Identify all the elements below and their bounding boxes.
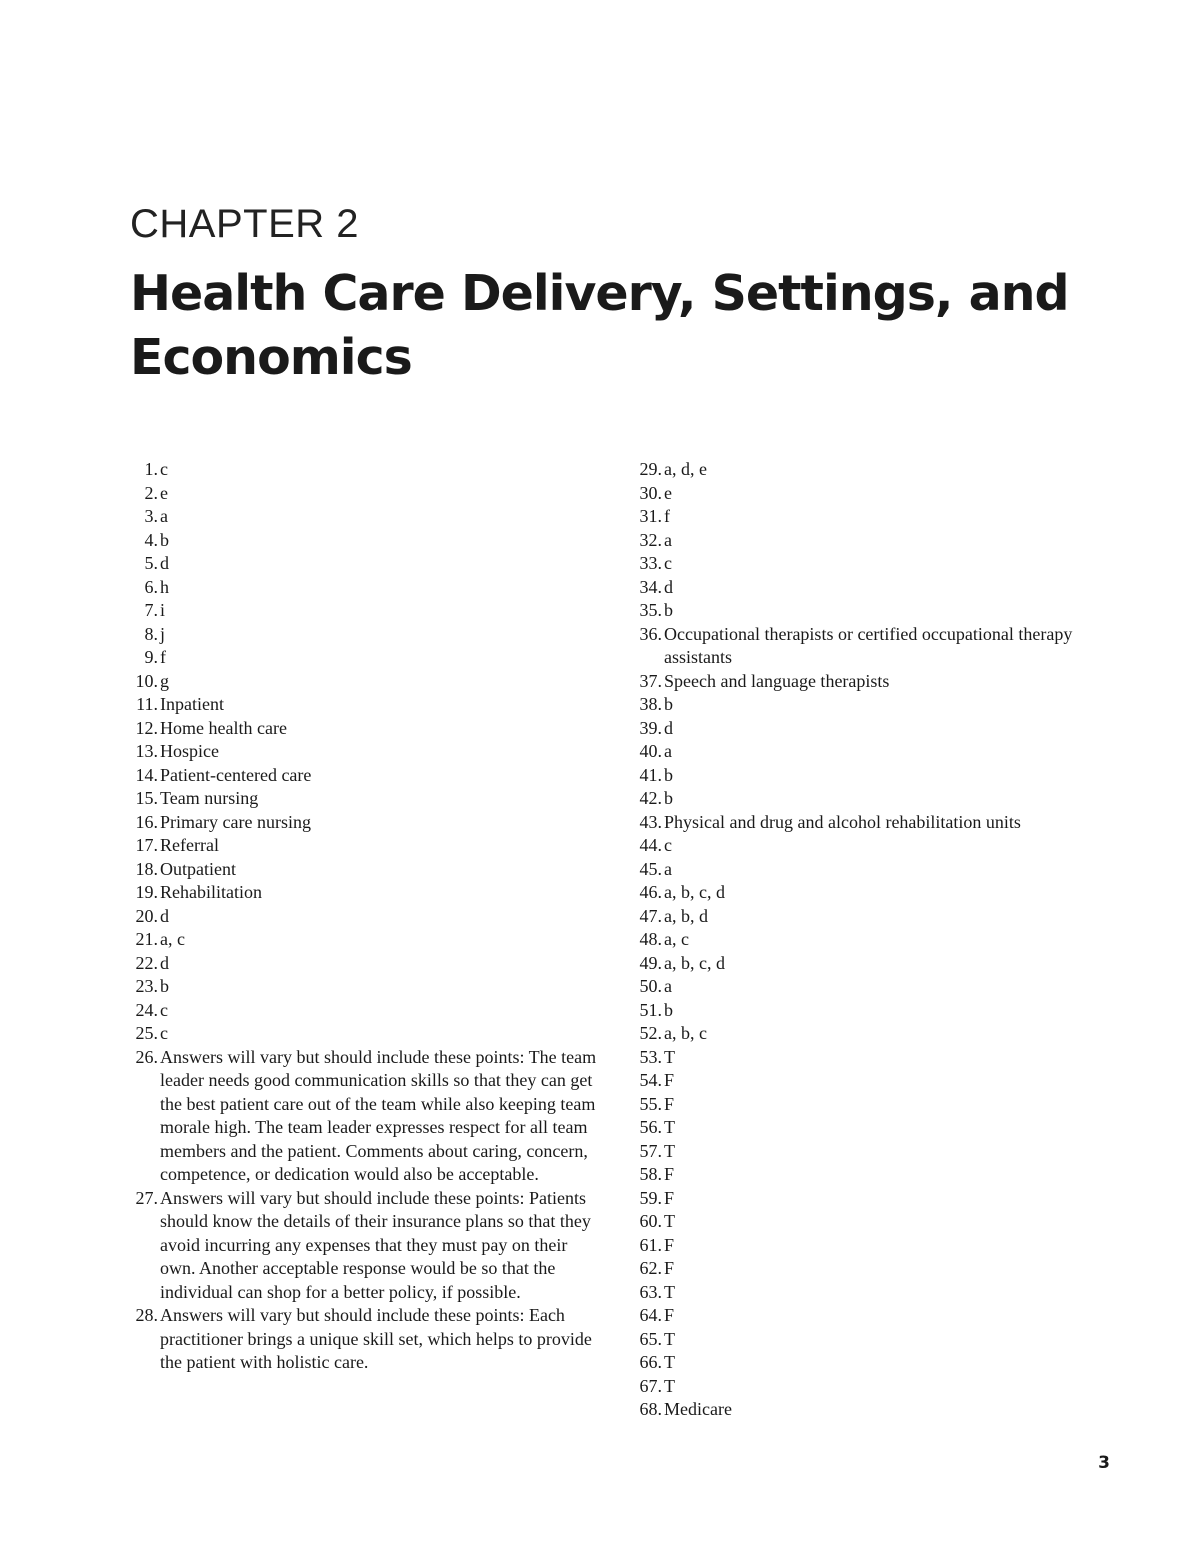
answer-item-57 (634, 1140, 1074, 1164)
answer-number: 17. (135, 835, 158, 855)
answer-item-36 (634, 623, 1074, 670)
answer-text: e (160, 482, 168, 503)
answer-number: 34. (639, 576, 662, 597)
answer-text: d (664, 717, 673, 738)
answer-text: a, b, c, d (664, 952, 725, 973)
answer-number: 54. (639, 1070, 662, 1090)
answer-number: 12. (135, 717, 158, 738)
answer-item-9 (130, 646, 600, 670)
answer-number: 43. (639, 811, 662, 832)
answer-item-4 (130, 529, 600, 553)
answer-number: 1. (144, 459, 158, 479)
answer-text: Rehabilitation (160, 882, 262, 902)
answer-number: 47. (639, 905, 662, 926)
answer-text: b (664, 764, 673, 785)
answer-number: 30. (639, 482, 662, 503)
answer-number: 14. (135, 764, 158, 785)
answer-item-31 (634, 505, 1074, 529)
answer-item-37 (634, 670, 1074, 694)
answer-item-1 (130, 458, 600, 482)
answer-text: a (664, 529, 672, 550)
answer-item-17 (130, 834, 600, 858)
answer-number: 55. (639, 1093, 662, 1114)
answer-item-20 (130, 905, 600, 929)
answer-text: Occupational therapists or certified occupational therapy assistants (664, 623, 1073, 667)
answer-text: T (664, 1211, 675, 1231)
answer-item-21 (130, 928, 600, 952)
answer-number: 9. (144, 647, 158, 667)
answer-item-59 (634, 1187, 1074, 1211)
answer-number: 25. (135, 1023, 158, 1043)
answer-text: c (664, 553, 672, 573)
answer-text: b (664, 694, 673, 714)
answer-number: 8. (144, 623, 158, 644)
answer-item-55 (634, 1093, 1074, 1117)
answer-text: Answers will vary but should include these points: Each practitioner brings a unique skill set, which helps to provide the patient with holistic care. (160, 1305, 592, 1372)
answer-text: a, b, c, d (664, 882, 725, 902)
answer-number: 35. (639, 600, 662, 620)
chapter-label: CHAPTER 2 (130, 202, 359, 246)
answer-number: 33. (639, 553, 662, 573)
answer-item-11 (130, 693, 600, 717)
answer-item-67 (634, 1375, 1074, 1399)
answer-number: 37. (639, 670, 662, 691)
answer-item-38 (634, 693, 1074, 717)
answer-text: a, b, d (664, 905, 708, 926)
answer-item-27 (130, 1187, 600, 1305)
answer-text: Referral (160, 835, 219, 855)
answer-text: f (664, 506, 670, 526)
answer-number: 13. (135, 741, 158, 761)
answer-text: a, c (160, 929, 185, 949)
answer-text: a (664, 741, 672, 761)
answer-item-61 (634, 1234, 1074, 1258)
answer-text: e (664, 482, 672, 503)
answer-text: c (664, 835, 672, 855)
answer-number: 45. (639, 858, 662, 879)
answer-number: 48. (639, 929, 662, 949)
answer-text: a, d, e (664, 459, 707, 479)
answer-number: 5. (144, 553, 158, 573)
answer-item-52 (634, 1022, 1074, 1046)
answer-number: 20. (135, 905, 158, 926)
answer-number: 38. (639, 694, 662, 714)
answer-text: Medicare (664, 1399, 732, 1419)
answer-item-40 (634, 740, 1074, 764)
answer-item-44 (634, 834, 1074, 858)
answer-number: 53. (639, 1046, 662, 1067)
answer-text: d (160, 905, 169, 926)
answer-number: 18. (135, 858, 158, 879)
answer-item-33 (634, 552, 1074, 576)
answer-number: 51. (639, 999, 662, 1020)
answer-text: i (160, 600, 166, 620)
answer-item-22 (130, 952, 600, 976)
answer-text: h (160, 576, 169, 597)
answer-item-26 (130, 1046, 600, 1187)
answer-text: Answers will vary but should include these points: Patients should know the details of their insurance plans so that they avoid incurring any expenses that they must pay on their own. Another acceptable response would be so that the individual can shop for a better policy, if possible. (160, 1187, 591, 1302)
answer-number: 2. (144, 482, 158, 503)
answer-item-39 (634, 717, 1074, 741)
answer-text: F (664, 1234, 675, 1255)
answer-text: c (160, 999, 168, 1020)
answer-number: 26. (135, 1046, 158, 1067)
answer-text: b (160, 529, 169, 550)
answer-text: T (664, 1140, 675, 1161)
answer-list-right (634, 458, 1074, 1422)
answer-text: d (160, 553, 169, 573)
answer-text: g (160, 670, 169, 691)
answer-item-56 (634, 1116, 1074, 1140)
answer-text: T (664, 1046, 675, 1067)
answer-item-6 (130, 576, 600, 600)
answer-item-47 (634, 905, 1074, 929)
answer-number: 29. (639, 459, 662, 479)
answer-text: F (664, 1187, 675, 1208)
answer-number: 24. (135, 999, 158, 1020)
answer-number: 3. (144, 506, 158, 526)
answer-text: Speech and language therapists (664, 670, 890, 691)
answer-item-43 (634, 811, 1074, 835)
answer-item-45 (634, 858, 1074, 882)
answer-text: F (664, 1305, 675, 1325)
answer-number: 11. (136, 694, 158, 714)
answer-number: 67. (639, 1375, 662, 1396)
answer-text: d (160, 952, 169, 973)
answer-number: 22. (135, 952, 158, 973)
answer-text: F (664, 1093, 675, 1114)
answer-item-66 (634, 1351, 1074, 1375)
answer-item-30 (634, 482, 1074, 506)
answer-number: 66. (639, 1352, 662, 1372)
answer-number: 63. (639, 1281, 662, 1302)
answer-text: Outpatient (160, 858, 236, 879)
answer-number: 28. (135, 1305, 158, 1325)
answer-item-49 (634, 952, 1074, 976)
chapter-title: Health Care Delivery, Settings, and Economics (130, 265, 1069, 386)
page-number: 3 (1098, 1453, 1110, 1473)
answer-text: Home health care (160, 717, 287, 738)
answer-item-15 (130, 787, 600, 811)
answer-text: T (664, 1375, 675, 1396)
answer-item-58 (634, 1163, 1074, 1187)
answer-text: f (160, 647, 166, 667)
answer-text: b (664, 788, 673, 808)
answer-text: b (664, 999, 673, 1020)
answer-number: 49. (639, 952, 662, 973)
answer-text: b (160, 976, 169, 996)
answer-number: 65. (639, 1328, 662, 1349)
answer-text: Inpatient (160, 694, 224, 714)
answer-text: F (664, 1258, 675, 1278)
answer-number: 68. (639, 1399, 662, 1419)
answer-item-35 (634, 599, 1074, 623)
answer-number: 56. (639, 1117, 662, 1137)
answer-number: 32. (639, 529, 662, 550)
answer-text: T (664, 1328, 675, 1349)
answer-item-42 (634, 787, 1074, 811)
answer-text: T (664, 1352, 675, 1372)
answer-item-46 (634, 881, 1074, 905)
answer-text: Team nursing (160, 788, 259, 808)
answer-text: b (664, 600, 673, 620)
answer-text: c (160, 459, 168, 479)
answer-text: Answers will vary but should include these points: The team leader needs good communication skills so that they can get the best patient care out of the team while also keeping team morale high. The team leader expresses respect for all team members and the patient. Comments about caring, concern, competence, or dedication would also be acceptable. (160, 1046, 597, 1184)
answer-text: F (664, 1070, 675, 1090)
answer-item-65 (634, 1328, 1074, 1352)
answer-number: 41. (639, 764, 662, 785)
answer-item-34 (634, 576, 1074, 600)
answer-item-63 (634, 1281, 1074, 1305)
answer-item-32 (634, 529, 1074, 553)
answer-item-8 (130, 623, 600, 647)
answer-item-14 (130, 764, 600, 788)
answer-item-62 (634, 1257, 1074, 1281)
answer-item-48 (634, 928, 1074, 952)
answer-number: 4. (144, 529, 158, 550)
answer-text: a (664, 976, 672, 996)
answer-number: 19. (135, 882, 158, 902)
answer-number: 62. (639, 1258, 662, 1278)
answer-text: c (160, 1023, 168, 1043)
answer-text: Hospice (160, 741, 219, 761)
answer-item-10 (130, 670, 600, 694)
answer-number: 58. (639, 1164, 662, 1184)
answer-text: a (664, 858, 672, 879)
answer-item-51 (634, 999, 1074, 1023)
answer-item-5 (130, 552, 600, 576)
answer-item-3 (130, 505, 600, 529)
answer-number: 16. (135, 811, 158, 832)
answer-number: 64. (639, 1305, 662, 1325)
answer-number: 31. (639, 506, 662, 526)
answer-number: 7. (144, 600, 158, 620)
answer-number: 23. (135, 976, 158, 996)
answer-number: 39. (639, 717, 662, 738)
answer-number: 60. (639, 1211, 662, 1231)
answer-number: 27. (135, 1187, 158, 1208)
answer-text: a, c (664, 929, 689, 949)
answer-text: T (664, 1117, 675, 1137)
answer-number: 21. (135, 929, 158, 949)
answer-number: 61. (639, 1234, 662, 1255)
answer-item-60 (634, 1210, 1074, 1234)
answer-item-25 (130, 1022, 600, 1046)
answer-item-29 (634, 458, 1074, 482)
answer-text: d (664, 576, 673, 597)
answer-text: T (664, 1281, 675, 1302)
answer-number: 44. (639, 835, 662, 855)
answer-number: 50. (639, 976, 662, 996)
answer-list-left (130, 458, 600, 1375)
answer-number: 52. (639, 1023, 662, 1043)
answer-item-12 (130, 717, 600, 741)
answer-item-68 (634, 1398, 1074, 1422)
answer-number: 15. (135, 788, 158, 808)
answer-number: 57. (639, 1140, 662, 1161)
answer-item-41 (634, 764, 1074, 788)
answer-item-16 (130, 811, 600, 835)
answer-number: 59. (639, 1187, 662, 1208)
answer-number: 6. (144, 576, 158, 597)
answer-item-50 (634, 975, 1074, 999)
answer-text: F (664, 1164, 675, 1184)
answer-item-53 (634, 1046, 1074, 1070)
answer-item-24 (130, 999, 600, 1023)
answer-item-7 (130, 599, 600, 623)
answer-text: Primary care nursing (160, 811, 311, 832)
answer-text: a (160, 506, 168, 526)
answer-number: 46. (639, 882, 662, 902)
answer-text: Physical and drug and alcohol rehabilitation units (664, 811, 1021, 832)
answer-text: j (160, 623, 166, 644)
answer-item-18 (130, 858, 600, 882)
answer-text: Patient-centered care (160, 764, 312, 785)
answer-item-2 (130, 482, 600, 506)
answer-item-19 (130, 881, 600, 905)
answer-item-64 (634, 1304, 1074, 1328)
answer-number: 10. (135, 670, 158, 691)
answer-item-28 (130, 1304, 600, 1375)
answer-item-54 (634, 1069, 1074, 1093)
answer-number: 36. (639, 623, 662, 644)
answer-text: a, b, c (664, 1023, 707, 1043)
answer-number: 40. (639, 741, 662, 761)
answer-number: 42. (639, 788, 662, 808)
answer-item-13 (130, 740, 600, 764)
answer-item-23 (130, 975, 600, 999)
